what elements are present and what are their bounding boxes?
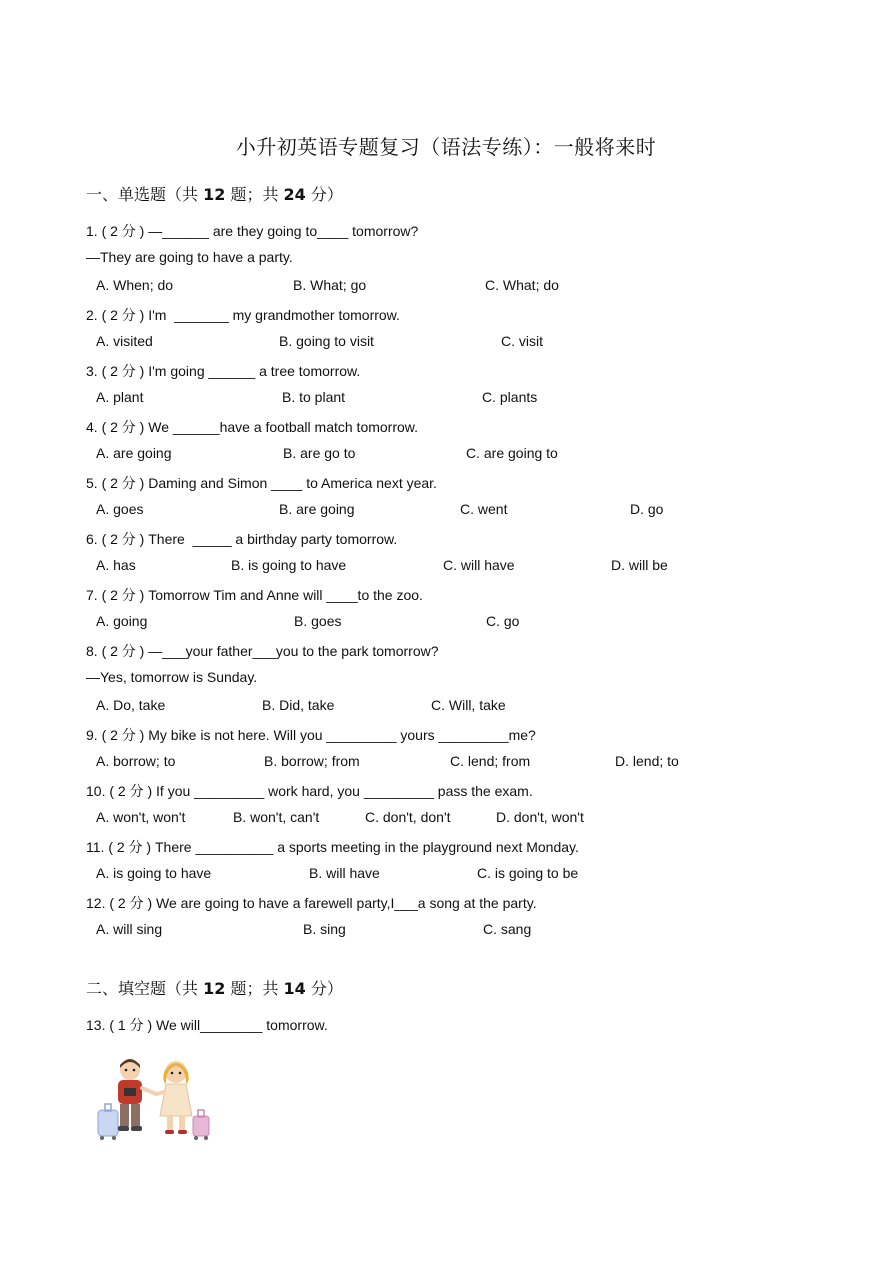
option-a: A. visited (96, 333, 153, 349)
option-b: B. Did, take (262, 697, 335, 713)
option-a: A. goes (96, 501, 144, 517)
section-heading-single-choice: 一、单选题（共 12 题；共 24 分） (86, 185, 343, 204)
question-stem: 9. ( 2 分 ) My bike is not here. Will you _________ yours _________me? (86, 727, 536, 743)
option-a: A. won't, won't (96, 809, 186, 825)
option-b: B. are go to (283, 445, 356, 461)
option-a: A. has (96, 557, 136, 573)
option-b: B. going to visit (279, 333, 374, 349)
question-stem: 7. ( 2 分 ) Tomorrow Tim and Anne will ____to the zoo. (86, 587, 423, 603)
option-b: B. sing (303, 921, 346, 937)
option-b: B. is going to have (231, 557, 347, 573)
option-b: B. to plant (282, 389, 346, 405)
travelling-children-icon (94, 1058, 214, 1144)
question-stem: 4. ( 2 分 ) We ______have a football match tomorrow. (86, 419, 419, 435)
option-a: A. is going to have (96, 865, 212, 881)
question-stem: 5. ( 2 分 ) Daming and Simon ____ to America next year. (86, 475, 437, 491)
option-c: C. Will, take (431, 697, 506, 713)
option-c: C. will have (443, 557, 515, 573)
question-stem: 8. ( 2 分 ) —___your father___you to the park tomorrow? (86, 643, 439, 659)
option-a: A. When; do (96, 277, 174, 293)
question-dialogue-line: —Yes, tomorrow is Sunday. (86, 669, 258, 685)
option-c: C. is going to be (477, 865, 579, 881)
option-a: A. going (96, 613, 148, 629)
section-heading-fill-in: 二、填空题（共 12 题；共 14 分） (86, 979, 343, 998)
option-d: D. go (630, 501, 664, 517)
option-b: B. goes (294, 613, 342, 629)
option-d: D. will be (611, 557, 668, 573)
question-stem: 13. ( 1 分 ) We will________ tomorrow. (86, 1017, 328, 1033)
option-a: A. Do, take (96, 697, 166, 713)
option-a: A. borrow; to (96, 753, 176, 769)
option-b: B. won't, can't (233, 809, 320, 825)
option-c: C. went (460, 501, 508, 517)
option-a: A. are going (96, 445, 172, 461)
option-c: C. don't, don't (365, 809, 451, 825)
option-b: B. borrow; from (264, 753, 360, 769)
option-d: D. don't, won't (496, 809, 584, 825)
question-stem: 1. ( 2 分 ) —______ are they going to____ tomorrow? (86, 223, 419, 239)
option-c: C. What; do (485, 277, 559, 293)
option-a: A. plant (96, 389, 144, 405)
page-title: 小升初英语专题复习（语法专练）：一般将来时 (235, 135, 657, 159)
option-d: D. lend; to (615, 753, 679, 769)
option-c: C. go (486, 613, 520, 629)
option-c: C. plants (482, 389, 538, 405)
question-stem: 12. ( 2 分 ) We are going to have a farewell party,I___a song at the party. (86, 895, 537, 911)
option-b: B. What; go (293, 277, 367, 293)
option-b: B. are going (279, 501, 355, 517)
option-c: C. sang (483, 921, 532, 937)
question-stem: 3. ( 2 分 ) I'm going ______ a tree tomorrow. (86, 363, 361, 379)
option-c: C. are going to (466, 445, 558, 461)
option-c: C. visit (501, 333, 543, 349)
option-b: B. will have (309, 865, 380, 881)
question-stem: 2. ( 2 分 ) I'm _______ my grandmother tomorrow. (86, 307, 400, 323)
question-stem: 10. ( 2 分 ) If you _________ work hard, you _________ pass the exam. (86, 783, 533, 799)
question-stem: 11. ( 2 分 ) There __________ a sports meeting in the playground next Monday. (86, 839, 579, 855)
question-stem: 6. ( 2 分 ) There _____ a birthday party tomorrow. (86, 531, 398, 547)
question-dialogue-line: —They are going to have a party. (86, 249, 293, 265)
option-c: C. lend; from (450, 753, 531, 769)
option-a: A. will sing (96, 921, 163, 937)
